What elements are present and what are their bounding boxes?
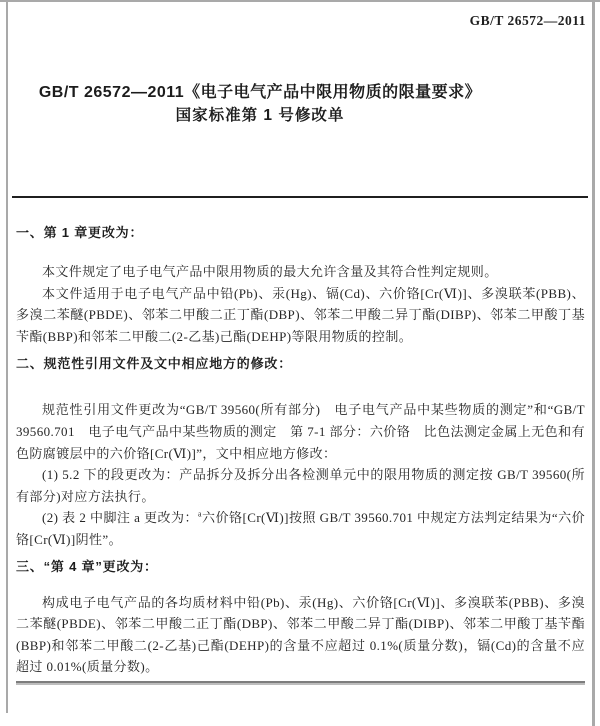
end-of-document-rule — [16, 681, 585, 683]
section-2-paragraph-1: 规范性引用文件更改为“GB/T 39560(所有部分) 电子电气产品中某些物质的测定”和“GB/T 39560.701 电子电气产品中某些物质的测定 第 7-1 部分：六价铬 比色法测定金属上无色和有色防腐镀层中的六价铬[Cr(Ⅵ)]”，文中相应地方修改： — [16, 402, 585, 461]
section-3-heading: 三、“第 4 章”更改为： — [16, 558, 158, 574]
header-divider-rule — [12, 196, 588, 198]
section-2-item-1: (1) 5.2 下的段更改为：产品拆分及拆分出各检测单元中的限用物质的测定按 GB/T 39560(所有部分)对应方法执行。 — [16, 467, 585, 504]
section-2-item-2 — [16, 507, 585, 550]
section-1-heading: 一、第 1 章更改为： — [16, 225, 144, 240]
footnote-a-marker: a — [198, 510, 202, 520]
section-1-paragraph-2: 本文件适用于电子电气产品中铅(Pb)、汞(Hg)、镉(Cd)、六价铬[Cr(Ⅵ)]、多溴联苯(PBB)、多溴二苯醚(PBDE)、邻苯二甲酸二正丁酯(DBP)、邻苯二甲酸二异丁酯(DIBP)、邻苯二甲酸丁基苄酯(BBP)和邻苯二甲酸二(2-乙基)己酯(DEHP)等限用物质的控制。 — [16, 285, 585, 344]
section-2-item-2-prefix: (2) 表 2 中脚注 a 更改为： — [42, 510, 199, 526]
page-edge-top — [0, 0, 600, 2]
section-1-paragraph-1: 本文件规定了电子电气产品中限用物质的最大允许含量及其符合性判定规则。 — [42, 264, 498, 279]
section-2-heading: 二、规范性引用文件及文中相应地方的修改： — [16, 356, 293, 372]
document-body — [16, 225, 585, 683]
document-title — [0, 81, 560, 127]
document-title-line2: 国家标准第 1 号修改单 — [175, 107, 345, 124]
section-2-item-2-text: 六价铬[Cr(Ⅵ)]按照 GB/T 39560.701 中规定方法判定结果为“六价铬[Cr(Ⅵ)]阴性”。 — [16, 510, 585, 547]
document-title-line1: GB/T 26572—2011《电子电气产品中限用物质的限量要求》 — [38, 84, 482, 101]
section-3-paragraph-1: 构成电子电气产品的各均质材料中铅(Pb)、汞(Hg)、六价铬[Cr(Ⅵ)]、多溴联苯(PBB)、多溴二苯醚(PBDE)、邻苯二甲酸二正丁酯(DBP)、邻苯二甲酸二异丁酯(DIBP)、邻苯二甲酸丁基苄酯(BBP)和邻苯二甲酸二(2-乙基)己酯(DEHP)的含量不应超过 0.1%(质量分数)，镉(Cd)的含量不应超过 0.01%(质量分数)。 — [16, 594, 585, 675]
standard-number-header: GB/T 26572—2011 — [469, 13, 586, 28]
page-edge-right — [592, 0, 595, 726]
